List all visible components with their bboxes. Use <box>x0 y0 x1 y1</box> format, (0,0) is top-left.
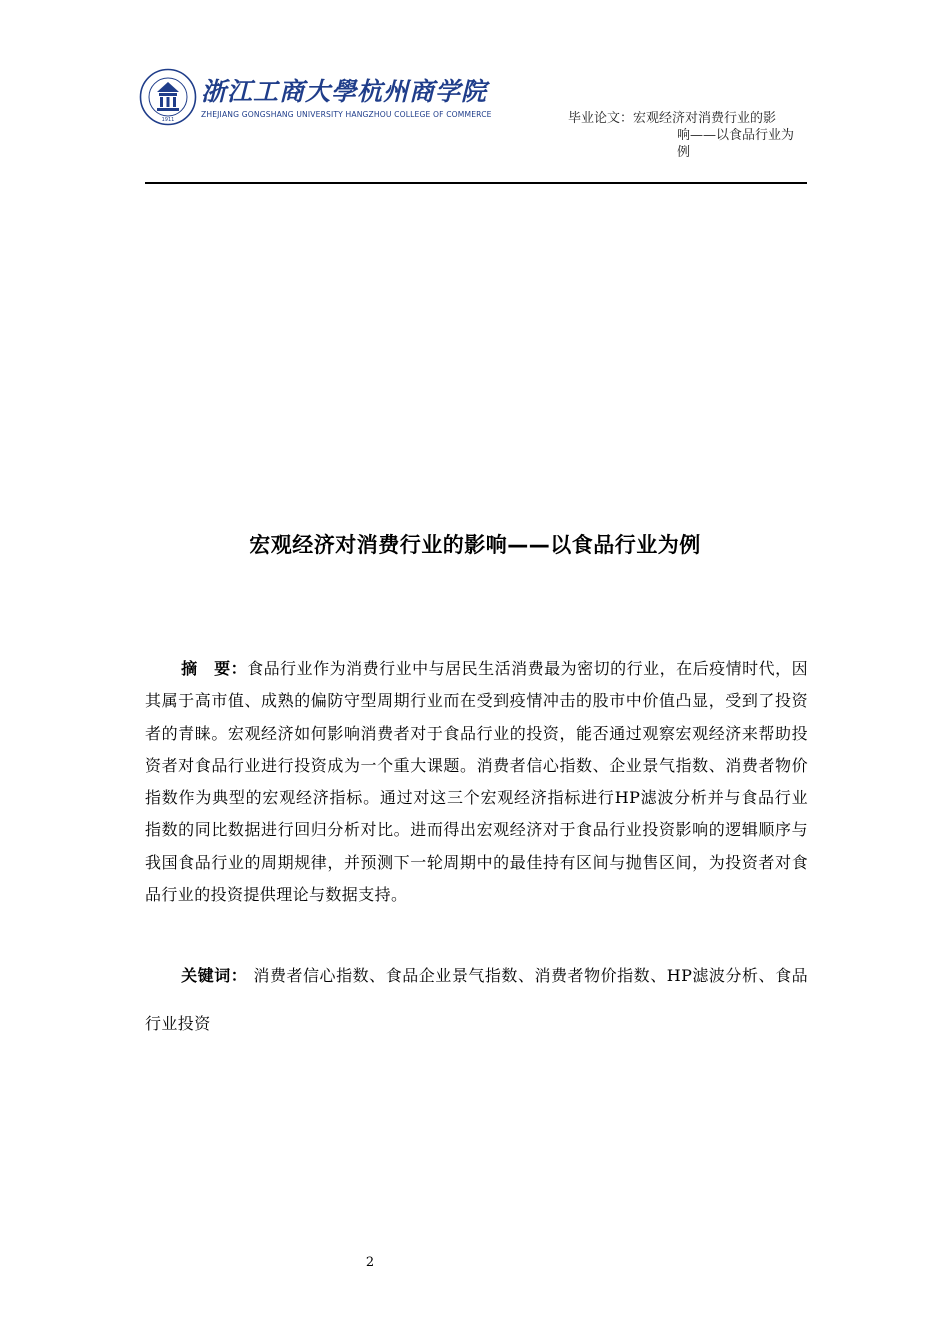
abstract-text: 食品行业作为消费行业中与居民生活消费最为密切的行业，在后疫情时代，因其属于高市值、成熟的偏防守型周期行业而在受到疫情冲击的股市中价值凸显，受到了投资者的青睐。宏观经济如何影响消费者对于食品行业的投资，能否通过观察宏观经济来帮助投资者对食品行业进行投资成为一个重大课题。消费者信心指数、企业景气指数、消费者物价指数作为典型的宏观经济指标。通过对这三个宏观经济指标进行HP滤波分析并与食品行业指数的同比数据进行回归分析对比。进而得出宏观经济对于食品行业投资影响的逻辑顺序与我国食品行业的周期规律，并预测下一轮周期中的最佳持有区间与抛售区间，为投资者对食品行业的投资提供理论与数据支持。 <box>145 659 808 905</box>
seal-year: 1911 <box>161 117 175 123</box>
running-title-line1: 毕业论文：宏观经济对消费行业的影 <box>568 111 777 126</box>
header-divider <box>145 182 807 184</box>
university-seal-icon <box>139 68 197 126</box>
logo-chinese-name: 浙江工商大學杭州商学院 <box>201 77 488 106</box>
keywords-text: 消费者信心指数、食品企业景气指数、消费者物价指数、HP滤波分析、食品行业投资 <box>145 966 808 1033</box>
abstract-paragraph <box>145 653 808 911</box>
running-title <box>568 110 808 161</box>
running-title-line2: 响——以食品行业为 <box>677 128 795 143</box>
abstract-label: 摘 要： <box>181 659 248 678</box>
page-number: 2 <box>365 1255 375 1270</box>
paper-title: 宏观经济对消费行业的影响——以食品行业为例 <box>249 533 701 557</box>
running-title-line3: 例 <box>677 145 691 160</box>
keywords-label: 关键词： <box>181 966 248 985</box>
logo-english-name: ZHEJIANG GONGSHANG UNIVERSITY HANGZHOU COLLEGE OF COMMERCE <box>201 110 492 119</box>
university-logo <box>139 68 492 130</box>
keywords-paragraph <box>145 952 808 1048</box>
